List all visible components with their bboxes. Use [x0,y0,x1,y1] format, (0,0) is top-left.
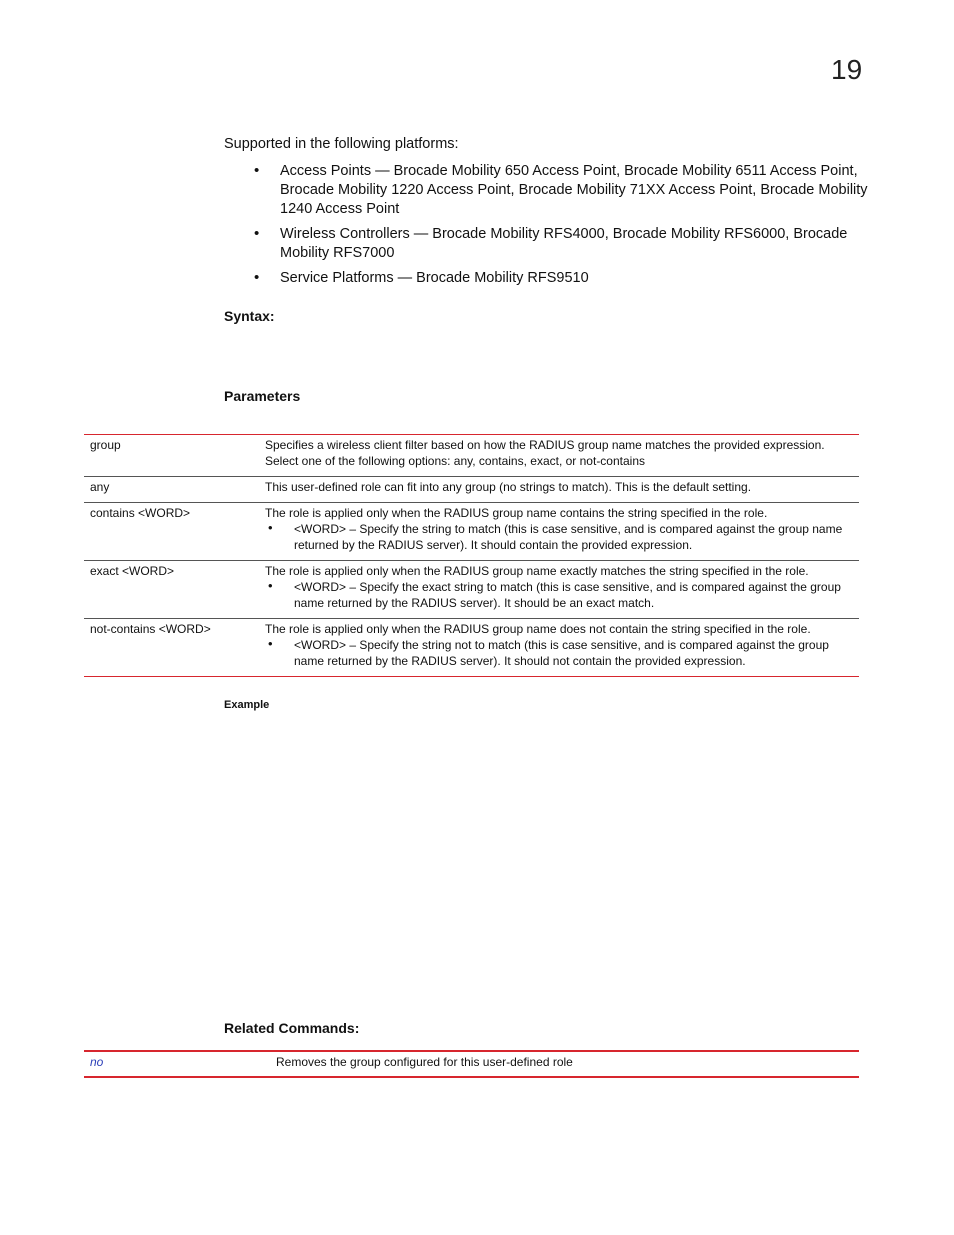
sub-option-text: <WORD> – Specify the exact string to match (this is case sensitive, and is compared against the group name returned by the RADIUS server). It should be an exact match. [294,580,841,610]
related-commands-heading: Related Commands: [224,1020,360,1036]
param-description-text: Specifies a wireless client filter based on how the RADIUS group name matches the provided expression. Select one of the following options: any, contains, exact, or not-contains [265,438,825,468]
bullet-icon: • [254,225,260,242]
sub-option [265,579,853,611]
list-item [254,162,874,219]
example-heading: Example [224,699,270,711]
syntax-heading: Syntax: [224,308,275,324]
table-row [84,1051,859,1077]
param-description-text: The role is applied only when the RADIUS group name does not contain the string specified in the role. [265,622,811,636]
list-item [254,269,874,288]
param-name: any [84,477,253,503]
parameters-heading: Parameters [224,388,301,404]
bullet-icon: • [268,520,273,535]
bullet-icon: • [254,162,260,179]
parameters-table [84,434,859,677]
related-commands-table [84,1050,859,1078]
table-row [84,435,859,477]
related-command-cell [84,1051,270,1077]
param-description [253,435,859,477]
param-name: not-contains <WORD> [84,619,253,677]
related-command-description: Removes the group configured for this user-defined role [276,1055,573,1069]
param-description-text: The role is applied only when the RADIUS group name exactly matches the string specified in the role. [265,564,809,578]
table-row [84,477,859,503]
related-command-link[interactable]: no [90,1055,104,1069]
bullet-icon: • [254,269,260,286]
platform-text: Service Platforms — Brocade Mobility RFS9510 [280,270,589,286]
sub-option-text: <WORD> – Specify the string to match (this is case sensitive, and is compared against the group name returned by the RADIUS server). It should contain the provided expression. [294,522,843,552]
sub-option [265,637,853,669]
param-description [253,477,859,503]
platforms-intro: Supported in the following platforms: [224,136,459,152]
bullet-icon: • [268,578,273,593]
param-description [253,561,859,619]
param-name: contains <WORD> [84,503,253,561]
param-description-text: This user-defined role can fit into any group (no strings to match). This is the default setting. [265,480,752,494]
platform-text: Access Points — Brocade Mobility 650 Access Point, Brocade Mobility 6511 Access Point, Brocade Mobility 1220 Access Point, Brocade Mobility 71XX Access Point, Brocade Mobility 1240 Access Point [280,163,868,217]
param-name: exact <WORD> [84,561,253,619]
table-row [84,503,859,561]
param-description [253,503,859,561]
platform-list [254,162,874,294]
sub-option-text: <WORD> – Specify the string not to match (this is case sensitive, and is compared against the group name returned by the RADIUS server). It should not contain the provided expression. [294,638,829,668]
bullet-icon: • [268,636,273,651]
param-description [253,619,859,677]
param-name: group [90,438,121,452]
sub-option [265,521,853,553]
table-row [84,619,859,677]
param-description-text: The role is applied only when the RADIUS group name contains the string specified in the role. [265,506,768,520]
platform-text: Wireless Controllers — Brocade Mobility RFS4000, Brocade Mobility RFS6000, Brocade Mobility RFS7000 [280,226,848,261]
chapter-number: 19 [831,54,863,85]
list-item [254,225,874,263]
table-row [84,561,859,619]
